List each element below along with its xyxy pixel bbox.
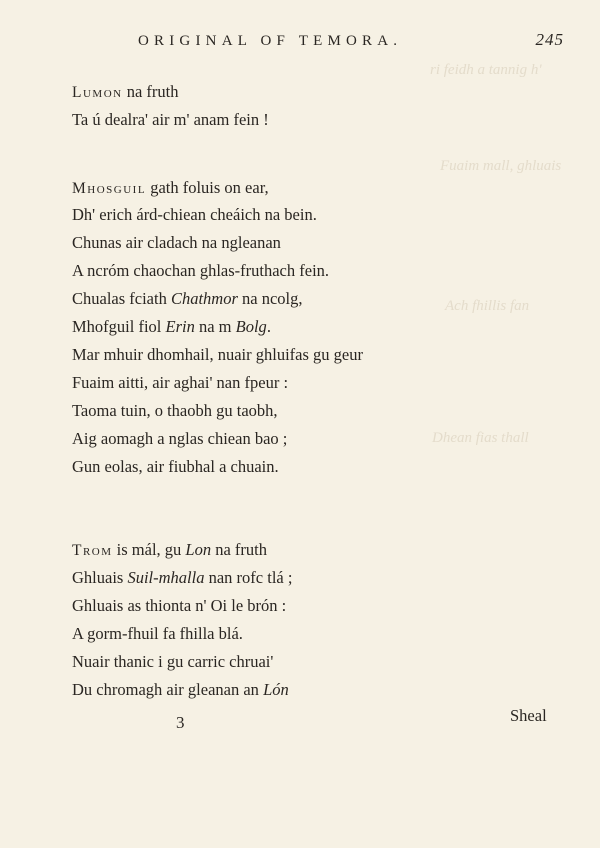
verse-line: Dh' erich árd-chiean cheáich na bein. [72,205,317,224]
verse-line: A gorm-fhuil fa fhilla blá. [72,624,243,643]
small-caps-lead: Lumon [72,84,123,101]
verse-line: Lumon na fruth [72,82,179,101]
verse-line: Gun eolas, air fiubhal a chuain. [72,457,279,476]
verse-line: A ncróm chaochan ghlas-fruthach fein. [72,261,330,280]
verse-line: Chualas fciath Chathmor na ncolg, [72,289,303,308]
verse-line: Nuair thanic i gu carric chruai' [72,652,274,671]
small-caps-lead: Mhosguil [72,180,147,197]
verse-line: Mhosguil gath foluis on ear, [72,178,269,197]
small-caps-lead: Trom [72,542,113,559]
verse-line: Ghluais Suil-mhalla nan rofc tlá ; [72,568,293,587]
show-through-text: Dhean fias thall [432,430,529,446]
verse-line: Du chromagh air gleanan an Lón [72,680,289,699]
show-through-text: Ach fhillis fan [445,298,530,314]
verse-line: Mhofguil fiol Erin na m Bolg. [72,317,271,336]
italic-name: Suil-mhalla [127,568,205,587]
running-title: ORIGINAL OF TEMORA. [138,33,403,49]
italic-name: Erin [165,317,195,336]
verse-line: Mar mhuir dhomhail, nuair ghluifas gu geur [72,345,363,364]
italic-name: Lón [263,680,289,699]
verse-line: Ghluais as thionta n' Oi le brón : [72,596,287,615]
verse-line: Aig aomagh a nglas chiean bao ; [72,429,288,448]
verse-line: Fuaim aitti, air aghai' nan fpeur : [72,373,289,392]
italic-name: Lon [185,540,212,559]
show-through-text: Fuaim mall, ghluais [440,158,562,174]
verse-line: Taoma tuin, o thaobh gu taobh, [72,401,278,420]
page-number: 245 [535,30,564,49]
show-through-text: ri feidh a tannig h' [430,62,542,78]
italic-name: Chathmor [170,289,238,308]
italic-name: Bolg [235,317,267,336]
catchword: Sheal [510,706,547,725]
verse-line: Ta ú dealra' air m' anam fein ! [72,110,269,129]
verse-line: Chunas air cladach na ngleanan [72,233,281,252]
verse-line: Trom is mál, gu Lon na fruth [72,540,267,559]
signature-mark: 3 [176,713,185,732]
